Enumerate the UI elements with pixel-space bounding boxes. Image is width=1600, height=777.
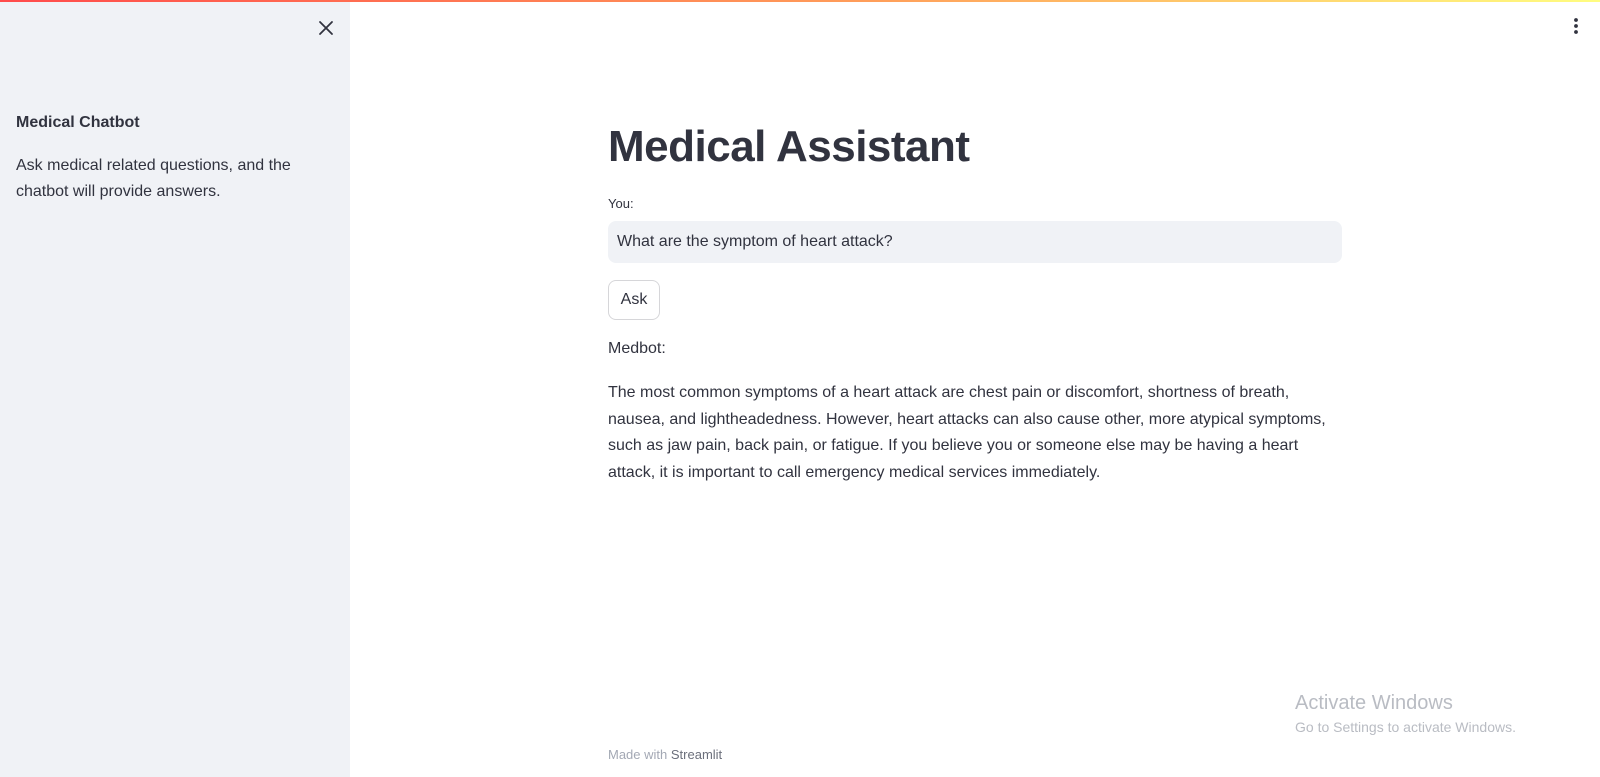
main-menu-button[interactable] xyxy=(1564,14,1588,38)
close-sidebar-button[interactable] xyxy=(314,16,338,40)
sidebar-title: Medical Chatbot xyxy=(16,114,140,131)
medbot-label: Medbot: xyxy=(608,340,666,357)
sidebar-description: Ask medical related questions, and the chatbot will provide answers. xyxy=(16,157,291,200)
question-input[interactable] xyxy=(608,221,1342,263)
header-decoration-bar xyxy=(0,0,1600,2)
sidebar xyxy=(0,0,350,777)
medbot-answer: The most common symptoms of a heart attack are chest pain or discomfort, shortness of breath, nausea, and lightheadedness. However, heart attacks can also cause other, more atypical symptoms, such as jaw pain, back pain, or fatigue. If you believe you or someone else may be having a heart attack, it is important to call emergency medical services immediately. xyxy=(608,384,1326,481)
windows-activation-watermark xyxy=(1295,690,1516,738)
streamlit-link[interactable]: Streamlit xyxy=(670,747,723,762)
question-input-label: You: xyxy=(608,196,634,211)
footer xyxy=(608,747,722,762)
page-title: Medical Assistant xyxy=(608,122,970,171)
footer-made-with: Made with xyxy=(608,747,668,762)
ask-button[interactable]: Ask xyxy=(608,280,660,320)
watermark-subtitle: Go to Settings to activate Windows. xyxy=(1295,719,1516,735)
close-icon xyxy=(318,20,334,36)
vertical-ellipsis-icon xyxy=(1573,17,1579,35)
watermark-title: Activate Windows xyxy=(1295,692,1453,714)
